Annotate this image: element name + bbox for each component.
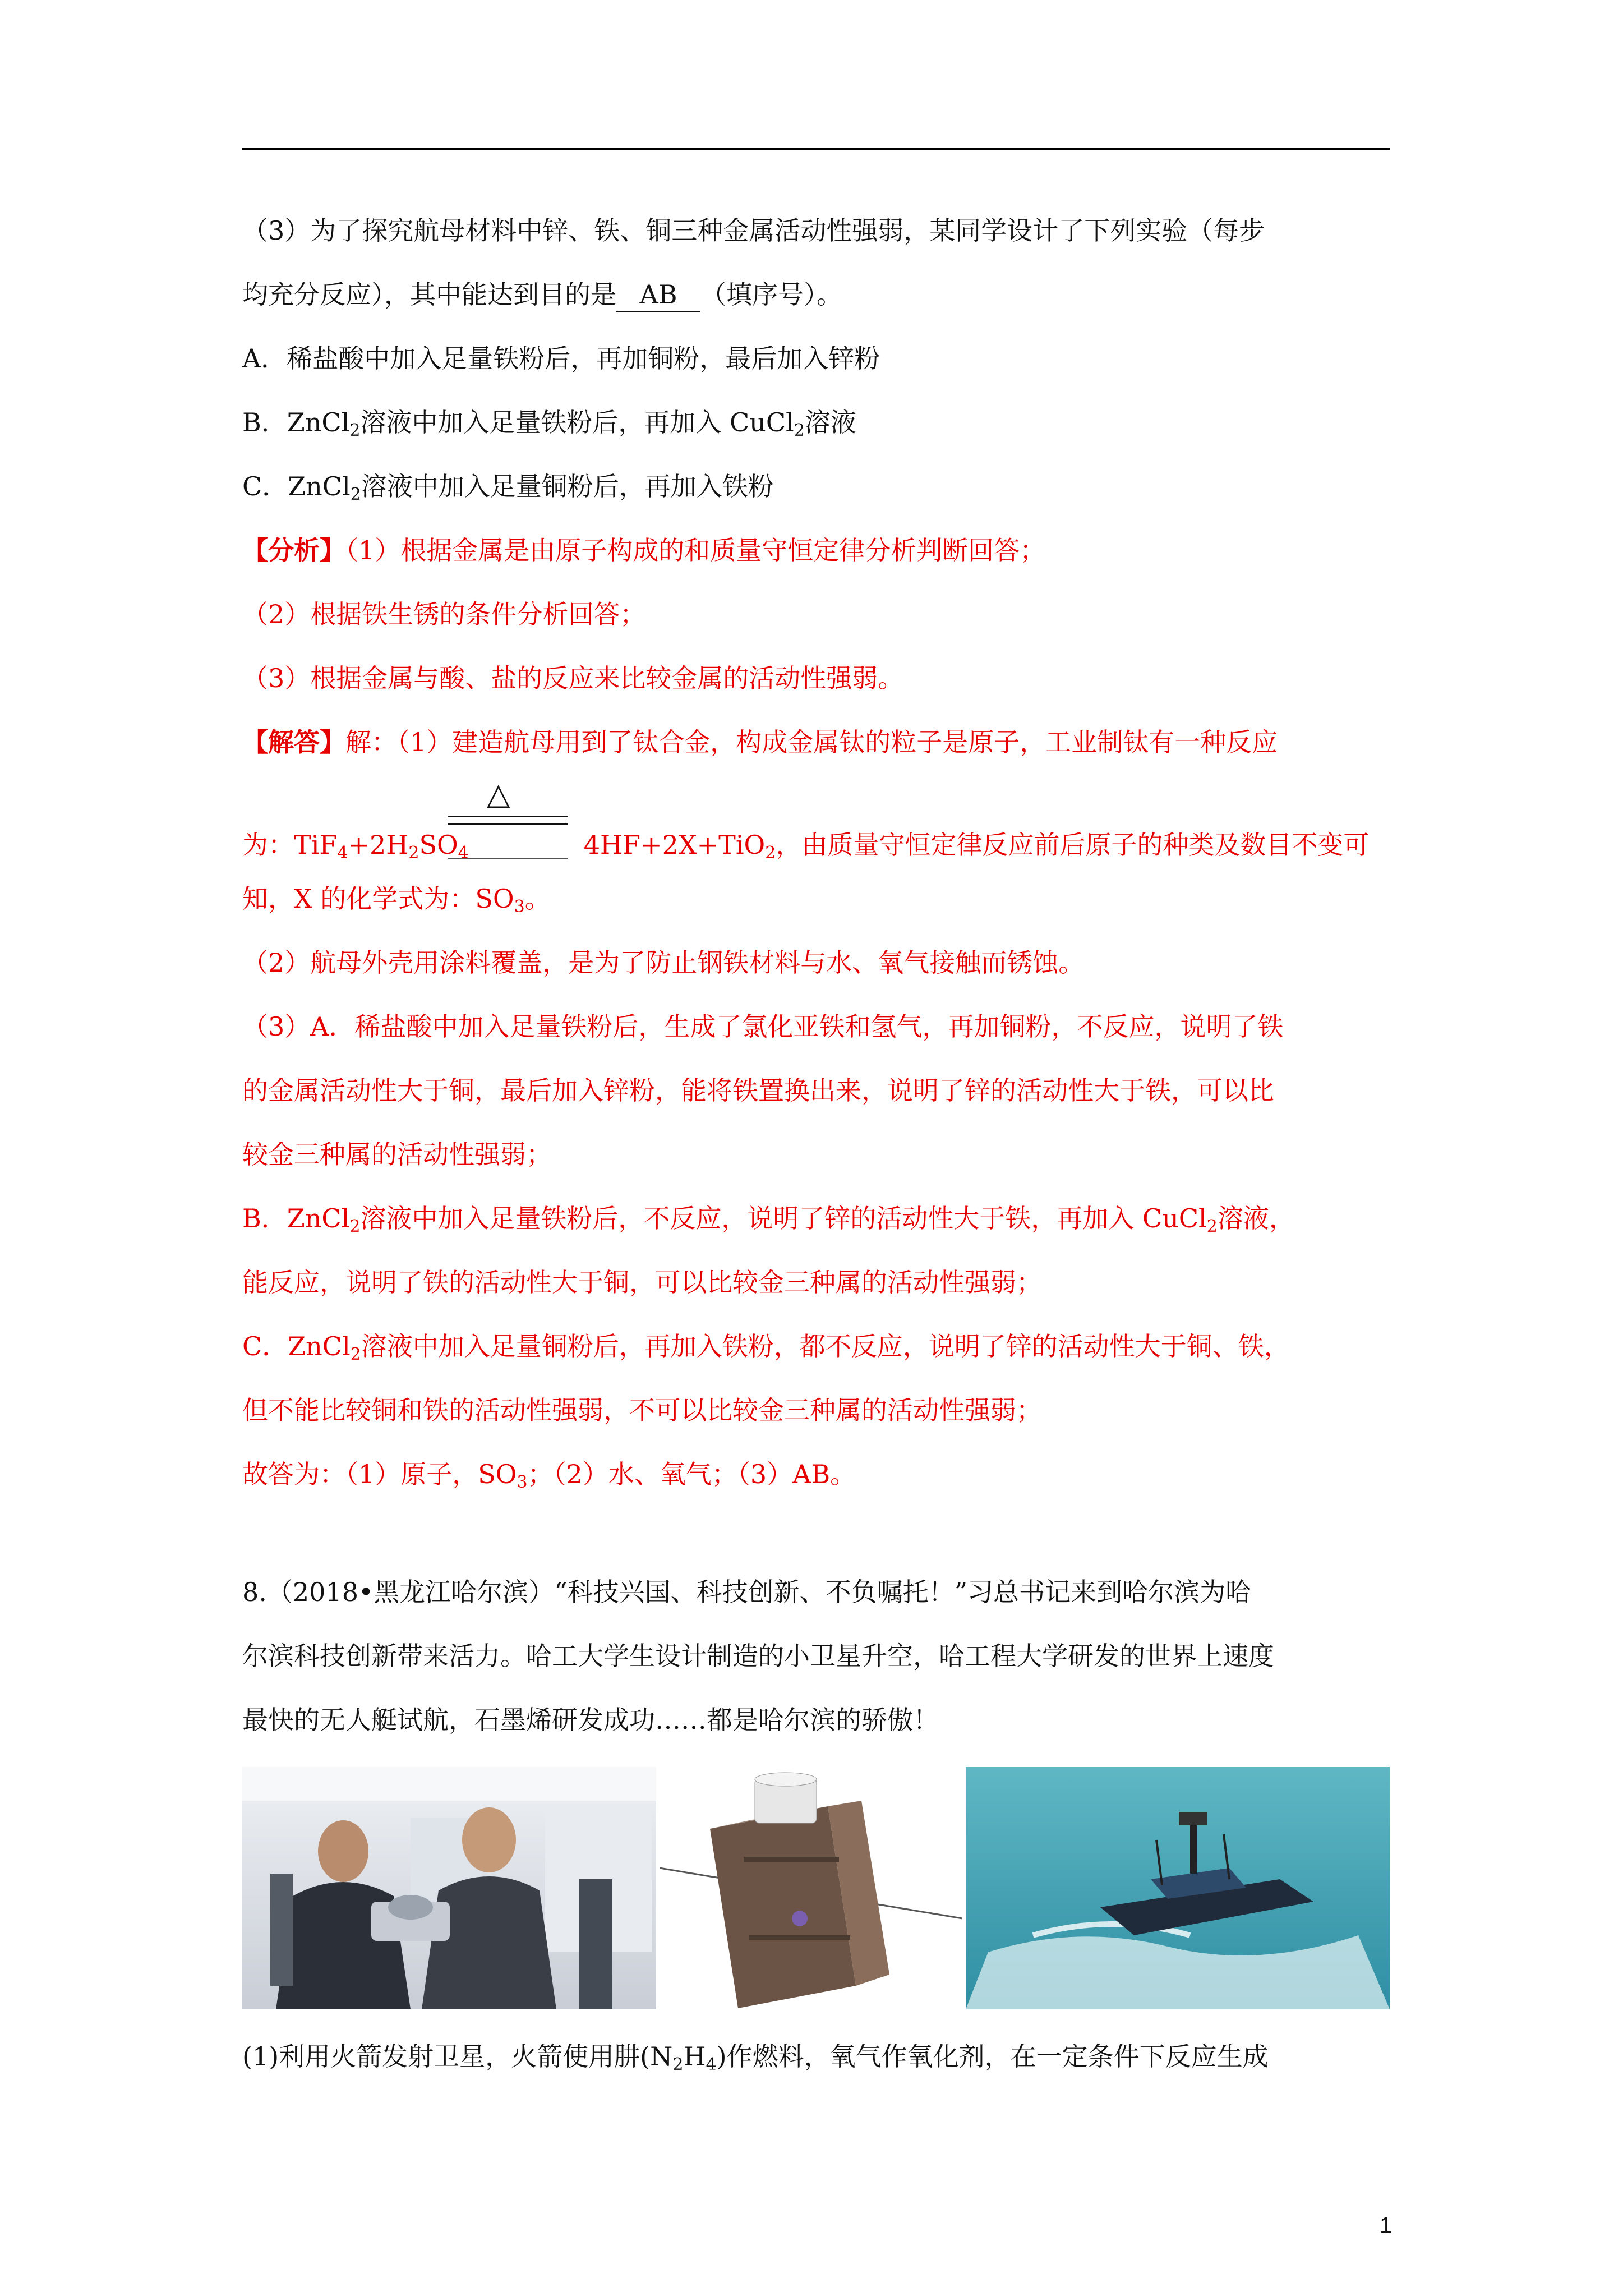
final-answer: 故答为：（1）原子，$SO_3$；（2）水、氧气；（3）AB。 [242, 1459, 856, 1492]
solution-line-1: 【解答】解：（1）建造航母用到了钛合金，构成金属钛的粒子是原子，工业制钛有一种反应 [242, 727, 1278, 757]
q8-line-1: 8.（2018•黑龙江哈尔滨）“科技兴国、科技创新、不负嘱托！”习总书记来到哈尔滨为哈 [242, 1577, 1252, 1607]
solution-line-8: B．ZnCl$_2$溶液中加入足量铁粉后，不反应，说明了锌的活动性大于铁，再加入 CuCl$_2$溶液， [242, 1203, 1295, 1236]
solution-equation-line: 为：$TiF_4+2H_2SO_4$ 4HF+2X+TiO$_2$，由质量守恒定律反应前后原子的种类及数目不变可 [242, 830, 1370, 863]
q8-line-4: (1)利用火箭发射卫星，火箭使用肼$(N_2H_4)$作燃料，氧气作氧化剂，在一定条件下反应生成 [242, 2041, 1269, 2074]
analysis-line-2: （2）根据铁生锈的条件分析回答； [242, 599, 646, 629]
solution-line-6: 的金属活动性大于铜，最后加入锌粉，能将铁置换出来，说明了锌的活动性大于铁，可以比 [242, 1075, 1274, 1106]
solution-line-3: 知，X 的化学式为：$SO_3$。 [242, 884, 551, 917]
solution-line-11: 但不能比较铜和铁的活动性强弱，不可以比较金三种属的活动性强弱； [242, 1395, 1042, 1425]
solution-line-10: C．ZnCl$_2$溶液中加入足量铜粉后，再加入铁粉，都不反应，说明了锌的活动性大于铜、铁， [242, 1331, 1290, 1364]
heat-triangle-icon: △ [487, 776, 510, 812]
solution-tag: 【解答】 [242, 727, 345, 757]
inspection-photo [242, 1767, 656, 2009]
photo-strip [242, 1767, 1390, 2009]
header-rule [242, 148, 1390, 150]
analysis-tag: 【分析】 [242, 535, 345, 565]
q8-line-3: 最快的无人艇试航，石墨烯研发成功……都是哈尔滨的骄傲！ [242, 1705, 939, 1735]
option-b: B．ZnCl$_2$溶液中加入足量铁粉后，再加入 CuCl$_2$溶液 [242, 407, 856, 440]
q8-line-2: 尔滨科技创新带来活力。哈工大学生设计制造的小卫星升空，哈工程大学研发的世界上速度 [242, 1641, 1274, 1671]
solution-line-5: （3）A．稀盐酸中加入足量铁粉后，生成了氯化亚铁和氢气，再加铜粉，不反应，说明了铁 [242, 1011, 1284, 1042]
analysis-line-3: （3）根据金属与酸、盐的反应来比较金属的活动性强弱。 [242, 663, 904, 693]
analysis-line-1: 【分析】（1）根据金属是由原子构成的和质量守恒定律分析判断回答； [242, 535, 1046, 565]
option-a: A．稀盐酸中加入足量铁粉后，再加铜粉，最后加入锌粉 [242, 343, 880, 374]
page-number: 1 [1380, 2213, 1393, 2238]
solution-line-7: 较金三种属的活动性强弱； [242, 1139, 552, 1170]
option-c: C．ZnCl$_2$溶液中加入足量铜粉后，再加入铁粉 [242, 471, 774, 504]
solution-line-9: 能反应，说明了铁的活动性大于铜，可以比较金三种属的活动性强弱； [242, 1267, 1042, 1297]
answer-blank: AB [616, 278, 700, 312]
q3-line-2: 均充分反应），其中能达到目的是 AB （填序号）。 [242, 278, 1390, 312]
solution-line-4: （2）航母外壳用涂料覆盖，是为了防止钢铁材料与水、氧气接触而锈蚀。 [242, 947, 1085, 978]
satellite-image [660, 1767, 962, 2009]
unmanned-boat-photo [966, 1767, 1390, 2009]
q3-line-1: （3）为了探究航母材料中锌、铁、铜三种金属活动性强弱，某同学设计了下列实验（每步 [242, 215, 1265, 246]
